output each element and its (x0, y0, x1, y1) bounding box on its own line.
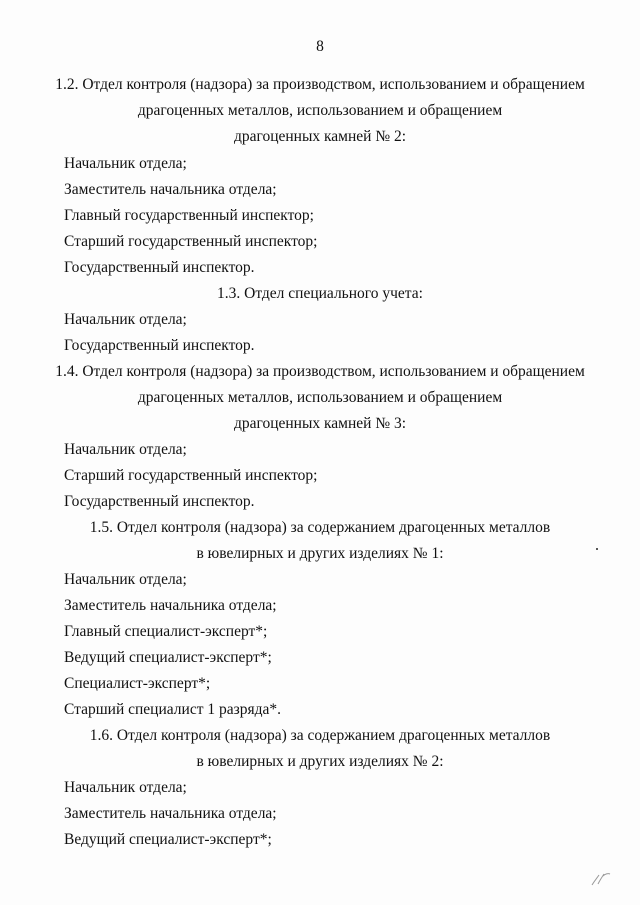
position-item: Начальник отдела; (64, 571, 187, 588)
position-item: Начальник отдела; (64, 155, 187, 172)
page-number: 8 (316, 38, 324, 55)
section-heading-1-6-line-2: в ювелирных и других изделиях № 2: (196, 753, 444, 770)
position-item: Главный государственный инспектор; (64, 207, 314, 224)
section-heading-1-5-line-2: в ювелирных и других изделиях № 1: (196, 545, 444, 562)
position-item: Государственный инспектор. (64, 259, 255, 276)
position-item: Старший государственный инспектор; (64, 233, 318, 250)
position-item: Главный специалист-эксперт*; (64, 623, 268, 640)
position-item: Старший специалист 1 разряда*. (64, 701, 281, 718)
position-item: Начальник отдела; (64, 779, 187, 796)
section-heading-1-5-line-1: 1.5. Отдел контроля (надзора) за содержанием драгоценных металлов (89, 519, 551, 536)
section-heading-1-2-line-2: драгоценных металлов, использованием и обращением (137, 102, 503, 119)
section-heading-1-3: 1.3. Отдел специального учета: (217, 285, 423, 302)
position-item: Заместитель начальника отдела; (64, 805, 277, 822)
position-item: Заместитель начальника отдела; (64, 597, 277, 614)
handwritten-initials-mark (590, 870, 612, 888)
position-item: Начальник отдела; (64, 311, 187, 328)
position-item: Начальник отдела; (64, 441, 187, 458)
section-heading-1-2-line-1: 1.2. Отдел контроля (надзора) за производством, использованием и обращением (55, 76, 585, 93)
section-heading-1-4-line-2: драгоценных металлов, использованием и обращением (137, 389, 503, 406)
position-item: Государственный инспектор. (64, 337, 255, 354)
section-heading-1-4-line-1: 1.4. Отдел контроля (надзора) за производством, использованием и обращением (55, 363, 585, 380)
position-item: Специалист-эксперт*; (64, 675, 211, 692)
position-item: Ведущий специалист-эксперт*; (64, 649, 272, 666)
section-heading-1-4-line-3: драгоценных камней № 3: (233, 415, 407, 432)
position-item: Ведущий специалист-эксперт*; (64, 831, 272, 848)
position-item: Старший государственный инспектор; (64, 467, 318, 484)
position-item: Государственный инспектор. (64, 493, 255, 510)
position-item: Заместитель начальника отдела; (64, 181, 277, 198)
section-heading-1-6-line-1: 1.6. Отдел контроля (надзора) за содержанием драгоценных металлов (89, 727, 551, 744)
scan-speck (596, 548, 598, 550)
section-heading-1-2-line-3: драгоценных камней № 2: (233, 128, 407, 145)
